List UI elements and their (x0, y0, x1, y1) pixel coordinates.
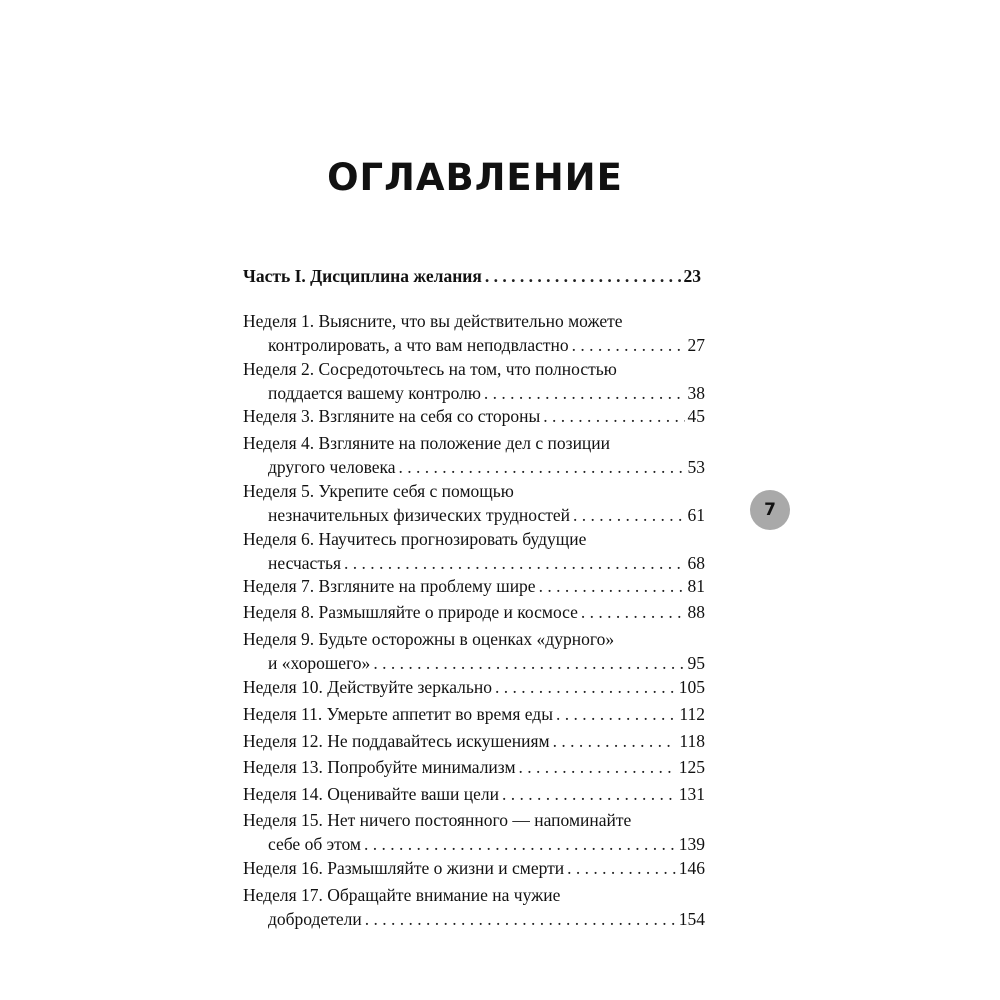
entry-title-line: Неделя 9. Будьте осторожны в оценках «дурного» (243, 629, 615, 649)
entry-page-number: 27 (687, 335, 705, 355)
toc-entry-week-7[interactable] (243, 574, 705, 598)
dot-leader (581, 600, 685, 624)
dot-leader (364, 832, 676, 856)
dot-leader (344, 551, 685, 575)
entry-title: Неделя 13. Попробуйте минимализм (243, 757, 516, 777)
toc-entry-week-16[interactable] (243, 856, 705, 880)
entry-title-line: Неделя 17. Обращайте внимание на чужие (243, 885, 561, 905)
dot-leader (365, 907, 676, 931)
entry-title: Неделя 12. Не поддавайтесь искушениям (243, 731, 550, 751)
toc-entry-week-12[interactable] (243, 729, 705, 753)
toc-entry-week-17[interactable] (243, 883, 705, 931)
toc-entry-week-10[interactable] (243, 675, 705, 699)
entry-page-number: 53 (687, 457, 705, 477)
page-number-badge: 7 (750, 490, 790, 530)
toc-entry-week-14[interactable] (243, 782, 705, 806)
entry-title-continuation: и «хорошего» (268, 653, 371, 673)
entry-title-continuation: другого человека (268, 457, 396, 477)
toc-part-heading[interactable] (243, 264, 701, 288)
toc-entry-week-4[interactable] (243, 431, 705, 479)
dot-leader (556, 702, 676, 726)
entry-page-number: 118 (679, 731, 705, 751)
dot-leader (502, 782, 676, 806)
entry-title-continuation: незначительных физических трудностей (268, 505, 571, 525)
dot-leader (519, 755, 676, 779)
entry-page-number: 139 (678, 834, 705, 854)
entry-page-number: 95 (687, 653, 705, 673)
dot-leader (567, 856, 676, 880)
dot-leader (573, 503, 684, 527)
entry-title: Неделя 10. Действуйте зеркально (243, 677, 492, 697)
entry-page-number: 146 (678, 858, 705, 878)
dot-leader (495, 675, 676, 699)
dot-leader (553, 729, 677, 753)
dot-leader (373, 651, 684, 675)
entry-title-line: Неделя 6. Научитесь прогнозировать будущие (243, 529, 587, 549)
entry-title-continuation: себе об этом (268, 834, 362, 854)
entry-page-number: 125 (678, 757, 705, 777)
entry-page-number: 61 (687, 505, 705, 525)
entry-title-line: Неделя 1. Выясните, что вы действительно можете (243, 311, 623, 331)
dot-leader (484, 381, 685, 405)
entry-title-line: Неделя 5. Укрепите себя с помощью (243, 481, 514, 501)
dot-leader (399, 455, 685, 479)
entry-title: Неделя 3. Взгляните на себя со стороны (243, 406, 541, 426)
entry-page-number: 81 (687, 576, 705, 596)
entry-page-number: 88 (687, 602, 705, 622)
dot-leader (485, 264, 681, 288)
entry-title-line: Неделя 2. Сосредоточьтесь на том, что полностью (243, 359, 617, 379)
entry-title: Неделя 11. Умерьте аппетит во время еды (243, 704, 553, 724)
entry-title: Неделя 14. Оценивайте ваши цели (243, 784, 499, 804)
entry-title: Неделя 8. Размышляйте о природе и космосе (243, 602, 578, 622)
toc-entry-week-9[interactable] (243, 627, 705, 675)
entry-page-number: 105 (678, 677, 705, 697)
entry-page-number: 45 (687, 406, 705, 426)
entry-page-number: 38 (687, 383, 705, 403)
toc-entry-week-2[interactable] (243, 357, 705, 405)
entry-title-continuation: добродетели (268, 909, 362, 929)
toc-entry-week-5[interactable] (243, 479, 705, 527)
entry-page-number: 131 (678, 784, 705, 804)
part-page-number: 23 (683, 266, 701, 286)
toc-entry-week-6[interactable] (243, 527, 705, 575)
toc-entry-week-8[interactable] (243, 600, 705, 624)
page-title: ОГЛАВЛЕНИЕ (327, 156, 623, 199)
entry-title-continuation: несчастья (268, 553, 341, 573)
entry-title-line: Неделя 15. Нет ничего постоянного — напоминайте (243, 810, 632, 830)
toc-entry-week-11[interactable] (243, 702, 705, 726)
part-label: Часть I. Дисциплина желания (243, 266, 482, 286)
entry-page-number: 154 (678, 909, 705, 929)
entry-title-line: Неделя 4. Взгляните на положение дел с позиции (243, 433, 611, 453)
entry-title-continuation: поддается вашему контролю (268, 383, 481, 403)
toc-entry-week-1[interactable] (243, 309, 705, 357)
entry-title: Неделя 16. Размышляйте о жизни и смерти (243, 858, 565, 878)
toc-entry-week-13[interactable] (243, 755, 705, 779)
entry-page-number: 112 (679, 704, 705, 724)
dot-leader (543, 404, 684, 428)
toc-entry-week-15[interactable] (243, 808, 705, 856)
dot-leader (539, 574, 685, 598)
dot-leader (572, 333, 685, 357)
entry-title-continuation: контролировать, а что вам неподвластно (268, 335, 569, 355)
entry-page-number: 68 (687, 553, 705, 573)
entry-title: Неделя 7. Взгляните на проблему шире (243, 576, 536, 596)
toc-entry-week-3[interactable] (243, 404, 705, 428)
